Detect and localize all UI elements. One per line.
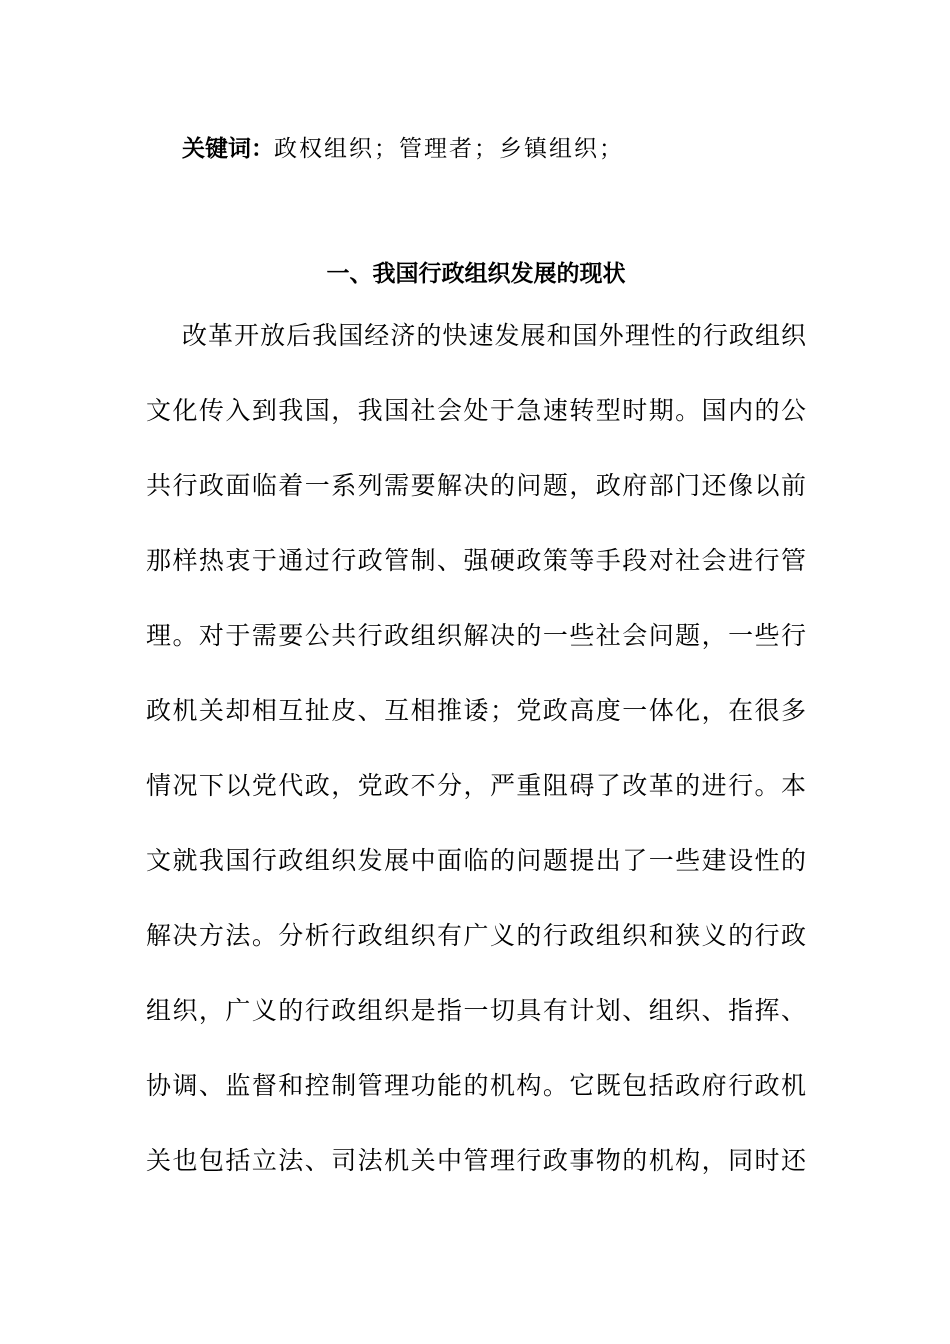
keywords-line: [182, 132, 624, 166]
body-paragraph: [146, 310, 806, 1210]
paragraph-line: 文就我国行政组织发展中面临的问题提出了一些建设性的: [146, 846, 806, 875]
paragraph-line: 情况下以党代政，党政不分，严重阻碍了改革的进行。本: [146, 771, 806, 800]
paragraph-line: 协调、监督和控制管理功能的机构。它既包括政府行政机: [146, 1071, 806, 1100]
paragraph-line: 那样热衷于通过行政管制、强硬政策等手段对社会进行管: [146, 546, 806, 575]
keywords-values: 政权组织；管理者；乡镇组织；: [274, 136, 624, 162]
paragraph-line: 关也包括立法、司法机关中管理行政事物的机构，同时还: [146, 1146, 806, 1175]
keywords-label: 关键词：: [182, 136, 274, 162]
paragraph-line: 改革开放后我国经济的快速发展和国外理性的行政组织: [182, 321, 806, 350]
paragraph-line: 政机关却相互扯皮、互相推诿；党政高度一体化，在很多: [146, 696, 806, 725]
paragraph-line: 解决方法。分析行政组织有广义的行政组织和狭义的行政: [146, 921, 806, 950]
paragraph-line: 理。对于需要公共行政组织解决的一些社会问题，一些行: [146, 621, 806, 650]
section-heading: 一、我国行政组织发展的现状: [326, 261, 626, 287]
paragraph-line: 文化传入到我国，我国社会处于急速转型时期。国内的公: [146, 396, 806, 425]
paragraph-line: 组织，广义的行政组织是指一切具有计划、组织、指挥、: [146, 996, 806, 1025]
paragraph-line: 共行政面临着一系列需要解决的问题，政府部门还像以前: [146, 471, 806, 500]
